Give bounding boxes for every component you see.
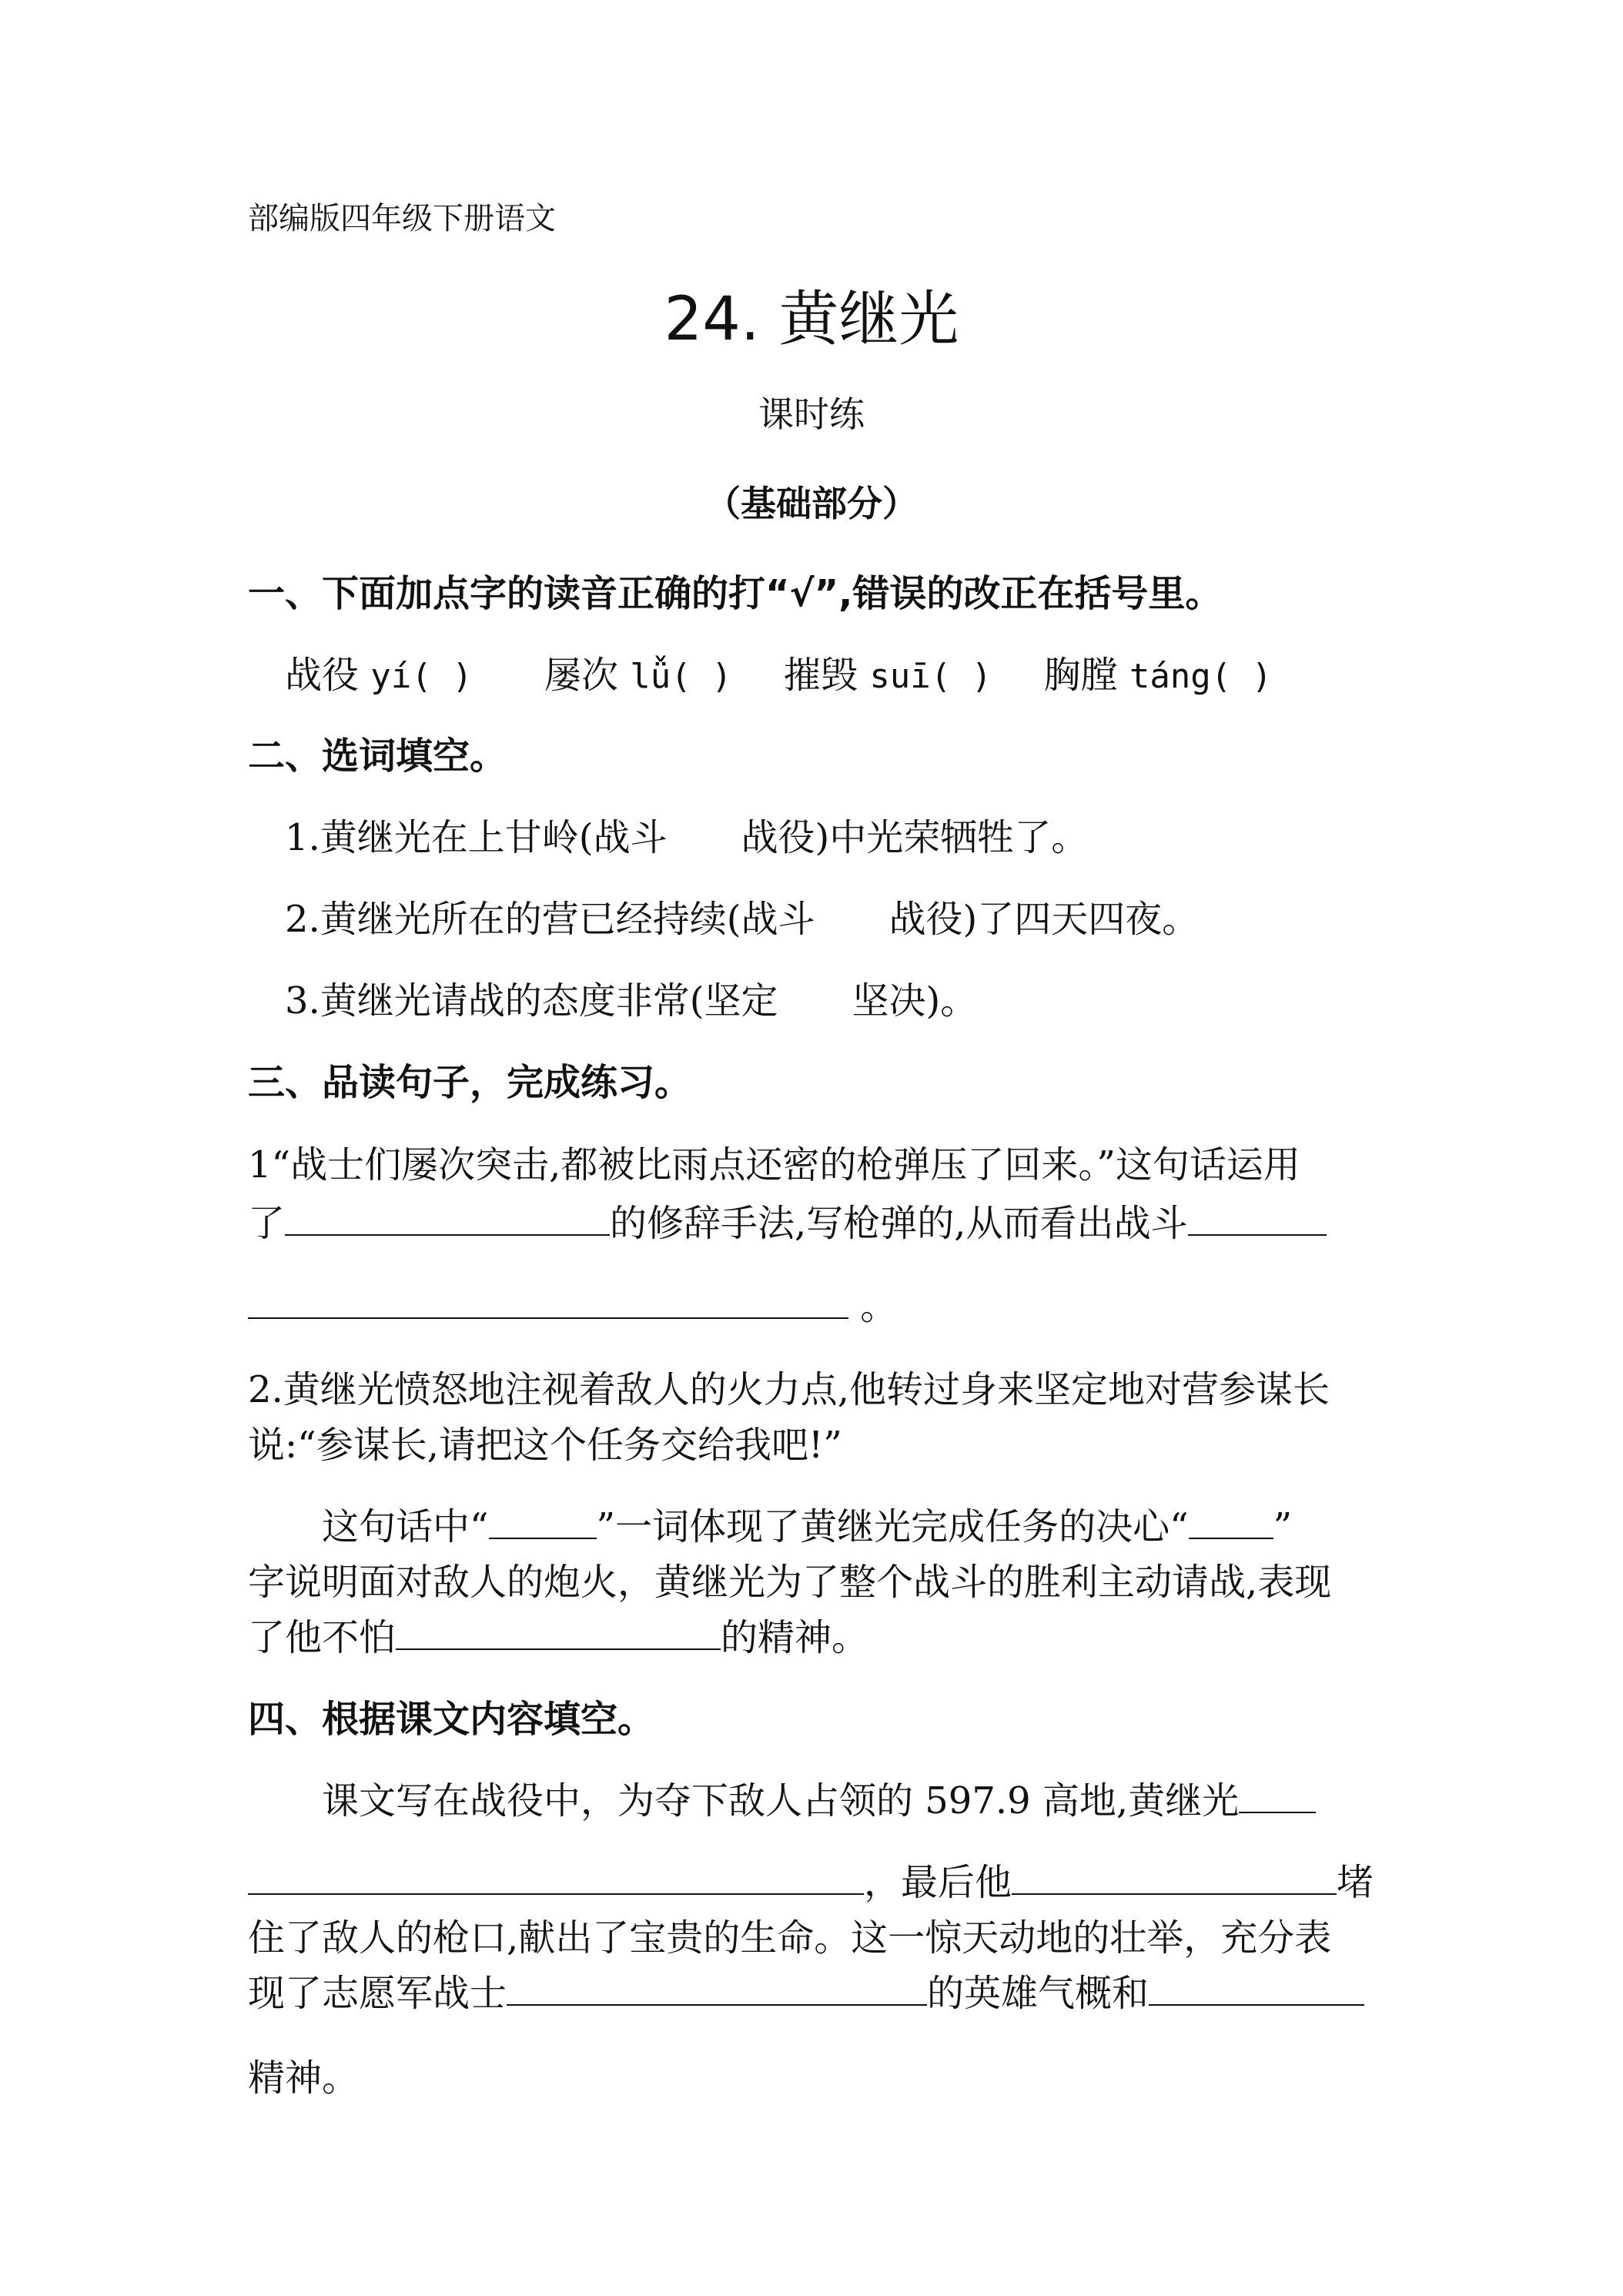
course-header: 部编版四年级下册语文 — [248, 201, 556, 236]
choice-question-2: 2.黄继光所在的营已经持续(战斗 战役)了四天四夜。 — [285, 898, 1200, 941]
pinyin-item: 胸膛 táng( ) — [1043, 654, 1273, 697]
section-2-heading: 二、选词填空。 — [248, 735, 507, 778]
answer-blank[interactable] — [1239, 1773, 1316, 1813]
answer-blank[interactable] — [285, 1196, 610, 1236]
reading-q1-line2: 了 的修辞手法,写枪弹的,从而看出战斗 — [248, 1193, 1327, 1247]
part-heading: （基础部分） — [705, 483, 918, 524]
fill-line-4: 现了志愿军战士 的英雄气概和 — [248, 1963, 1364, 2017]
reading-q1-line3: 。 — [248, 1277, 897, 1330]
fill-line-2: ，最后他 堵 — [248, 1853, 1374, 1906]
fill-line-5: 精神。 — [248, 2057, 360, 2100]
reading-q2-line2: 说:“参谋长,请把这个任务交给我吧!” — [248, 1424, 842, 1467]
section-4-heading: 四、根据课文内容填空。 — [248, 1698, 655, 1741]
pinyin-row — [285, 645, 1272, 698]
lesson-subtitle: 课时练 — [758, 393, 865, 435]
answer-blank[interactable] — [1149, 1966, 1364, 2006]
answer-blank[interactable] — [489, 1499, 597, 1539]
answer-blank[interactable] — [248, 1279, 848, 1319]
pinyin-item: 屡次 lǚ( ) — [544, 654, 732, 697]
reading-q2-line1: 2.黄继光愤怒地注视着敌人的火力点,他转过身来坚定地对营参谋长 — [248, 1368, 1330, 1411]
answer-blank[interactable] — [1012, 1855, 1337, 1895]
fill-line-1: 课文写在战役中，为夺下敌人占领的 597.9 高地,黄继光 — [322, 1771, 1316, 1824]
choice-question-3: 3.黄继光请战的态度非常(坚定 坚决)。 — [285, 979, 978, 1022]
section-1-heading: 一、下面加点字的读音正确的打“√”,错误的改正在括号里。 — [248, 572, 1223, 615]
lesson-title: 24. 黄继光 — [664, 285, 959, 354]
reading-q2-para-line2: 字说明面对敌人的炮火，黄继光为了整个战斗的胜利主动请战,表现 — [248, 1561, 1332, 1604]
reading-q2-para-line3: 了他不怕 的精神。 — [248, 1608, 868, 1661]
answer-blank[interactable] — [507, 1966, 927, 2006]
reading-q1-line1: 1“战士们屡次突击,都被比雨点还密的枪弹压了回来。”这句话运用 — [248, 1143, 1300, 1186]
answer-blank[interactable] — [396, 1610, 721, 1650]
fill-line-3: 住了敌人的枪口,献出了宝贵的生命。这一惊天动地的壮举，充分表 — [248, 1916, 1332, 1960]
choice-question-1: 1.黄继光在上甘岭(战斗 战役)中光荣牺牲了。 — [285, 816, 1089, 859]
answer-blank[interactable] — [1189, 1499, 1273, 1539]
reading-q2-para-line1: 这句话中“ ”一词体现了黄继光完成任务的决心“ ” — [322, 1497, 1292, 1550]
section-3-heading: 三、品读句子，完成练习。 — [248, 1061, 692, 1104]
pinyin-item: 摧毁 suī( ) — [784, 654, 992, 697]
pinyin-item: 战役 yí( ) — [285, 654, 473, 697]
answer-blank[interactable] — [1188, 1196, 1327, 1236]
answer-blank[interactable] — [248, 1855, 864, 1895]
